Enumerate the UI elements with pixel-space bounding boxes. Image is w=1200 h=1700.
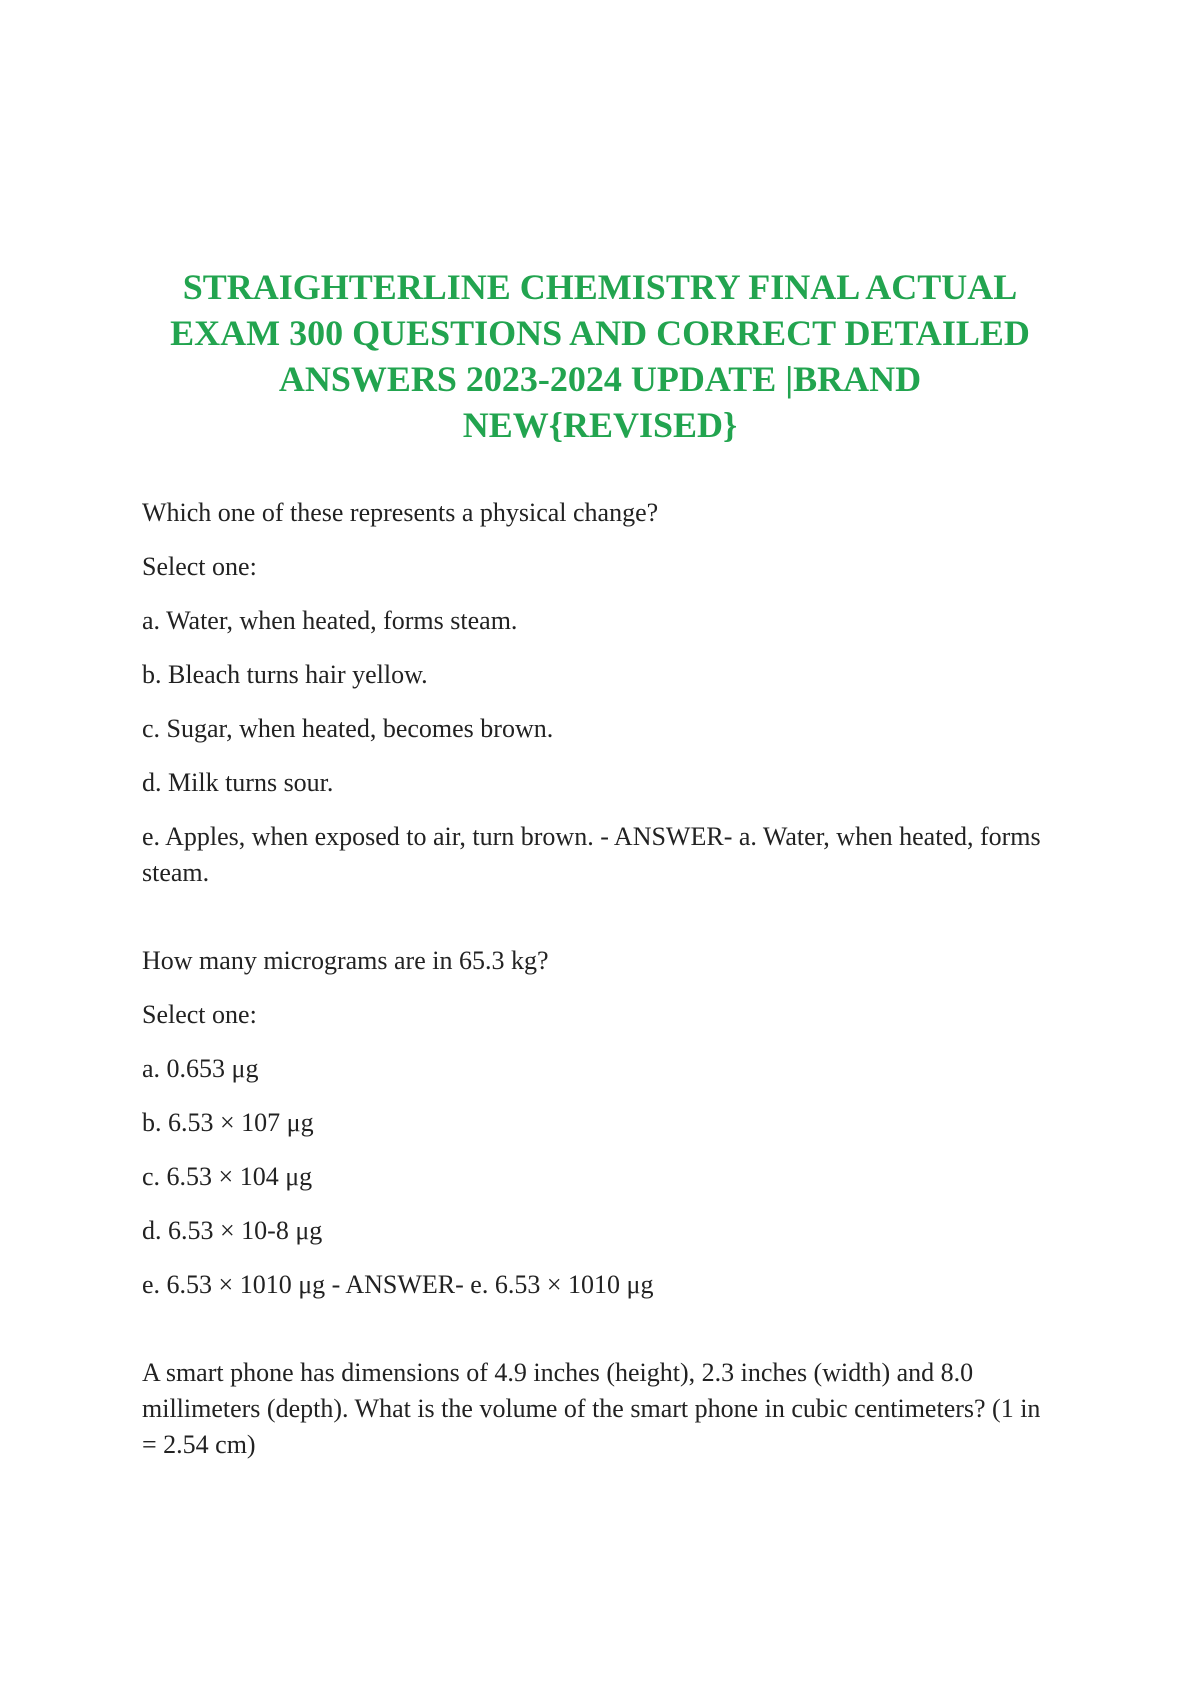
answer-option: c. Sugar, when heated, becomes brown. [142,714,554,743]
answer-option: d. 6.53 × 10-8 μg [142,1216,323,1245]
answer-option: a. 0.653 μg [142,1054,259,1083]
question-block-1 [142,495,1042,891]
document-title: STRAIGHTERLINE CHEMISTRY FINAL ACTUAL EXAM 300 QUESTIONS AND CORRECT DETAILED ANSWERS 2023-2024 UPDATE |BRAND NEW{REVISED} [170,267,1030,445]
answer-option: b. Bleach turns hair yellow. [142,660,428,689]
answer-option: b. 6.53 × 107 μg [142,1108,314,1137]
question-text: A smart phone has dimensions of 4.9 inches (height), 2.3 inches (width) and 8.0 millimeters (depth). What is the volume of the smart phone in cubic centimeters? (1 in = 2.54 cm) [142,1358,1041,1459]
question-text: How many micrograms are in 65.3 kg? [142,946,549,975]
answer-option-with-answer: e. 6.53 × 1010 μg - ANSWER- e. 6.53 × 1010 μg [142,1270,654,1299]
select-prompt: Select one: [142,1000,257,1029]
document-body [142,495,1042,1481]
answer-option: d. Milk turns sour. [142,768,334,797]
question-text: Which one of these represents a physical change? [142,498,659,527]
answer-option: c. 6.53 × 104 μg [142,1162,313,1191]
question-block-3 [142,1355,1042,1463]
answer-option: a. Water, when heated, forms steam. [142,606,518,635]
question-block-2 [142,943,1042,1303]
select-prompt: Select one: [142,552,257,581]
answer-option-with-answer: e. Apples, when exposed to air, turn brown. - ANSWER- a. Water, when heated, forms steam. [142,822,1041,887]
